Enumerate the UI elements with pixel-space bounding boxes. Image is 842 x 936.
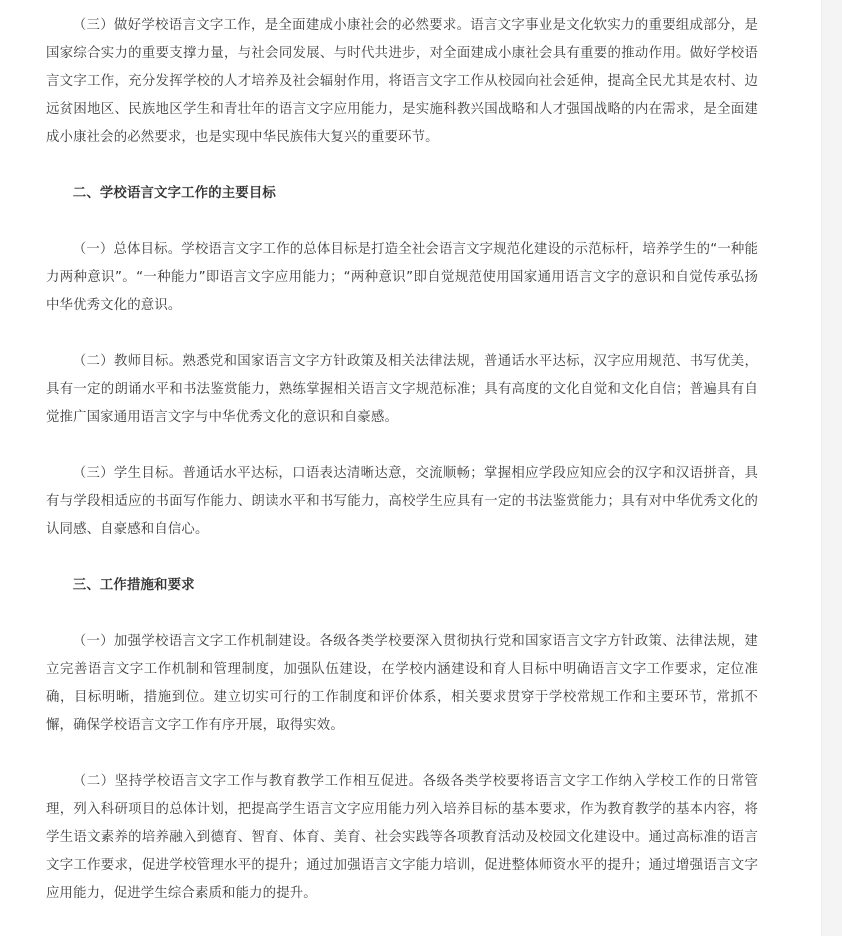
paragraph-value-of-language-work: （三）做好学校语言文字工作，是全面建成小康社会的必然要求。语言文字事业是文化软实力的重要组成部分，是国家综合实力的重要支撑力量，与社会同发展、与时代共进步，对全面建成小康社会具有重要的推动作用。做好学校语言文字工作，充分发挥学校的人才培养及社会辐射作用，将语言文字工作从校园向社会延伸，提高全民尤其是农村、边远贫困地区、民族地区学生和青壮年的语言文字应用能力，是实施科教兴国战略和人才强国战略的内在需求，是全面建成小康社会的必然要求，也是实现中华民族伟大复兴的重要环节。 xyxy=(46,18,758,145)
vertical-scrollbar[interactable] xyxy=(821,0,842,936)
section-heading-measures: 三、工作措施和要求 xyxy=(72,578,195,593)
paragraph-overall-goal: （一）总体目标。学校语言文字工作的总体目标是打造全社会语言文字规范化建设的示范标杆，培养学生的“一种能力两种意识”。“一种能力”即语言文字应用能力；“两种意识”即自觉规范使用国家通用语言文字的意识和自觉传承弘扬中华优秀文化的意识。 xyxy=(46,242,758,313)
section-heading-main-goals: 二、学校语言文字工作的主要目标 xyxy=(72,186,276,201)
paragraph-mechanism-building: （一）加强学校语言文字工作机制建设。各级各类学校要深入贯彻执行党和国家语言文字方针政策、法律法规，建立完善语言文字工作机制和管理制度，加强队伍建设，在学校内涵建设和育人目标中明确语言文字工作要求，定位准确，目标明晰，措施到位。建立切实可行的工作制度和评价体系，相关要求贯穿于学校常规工作和主要环节，常抓不懈，确保学校语言文字工作有序开展，取得实效。 xyxy=(46,634,758,733)
paragraph-mutual-promotion: （二）坚持学校语言文字工作与教育教学工作相互促进。各级各类学校要将语言文字工作纳入学校工作的日常管理，列入科研项目的总体计划，把提高学生语言文字应用能力列入培养目标的基本要求，作为教育教学的基本内容，将学生语文素养的培养融入到德育、智育、体育、美育、社会实践等各项教育活动及校园文化建设中。通过高标准的语言文字工作要求，促进学校管理水平的提升；通过加强语言文字能力培训，促进整体师资水平的提升；通过增强语言文字应用能力，促进学生综合素质和能力的提升。 xyxy=(46,774,758,901)
article-body xyxy=(46,12,758,908)
paragraph-student-goal: （三）学生目标。普通话水平达标，口语表达清晰达意，交流顺畅；掌握相应学段应知应会的汉字和汉语拼音，具有与学段相适应的书面写作能力、朗读水平和书写能力，高校学生应具有一定的书法鉴赏能力；具有对中华优秀文化的认同感、自豪感和自信心。 xyxy=(46,466,758,537)
paragraph-teacher-goal: （二）教师目标。熟悉党和国家语言文字方针政策及相关法律法规，普通话水平达标，汉字应用规范、书写优美，具有一定的朗诵水平和书法鉴赏能力，熟练掌握相关语言文字规范标准；具有高度的文化自觉和文化自信；普遍具有自觉推广国家通用语言文字与中华优秀文化的意识和自豪感。 xyxy=(46,354,758,425)
